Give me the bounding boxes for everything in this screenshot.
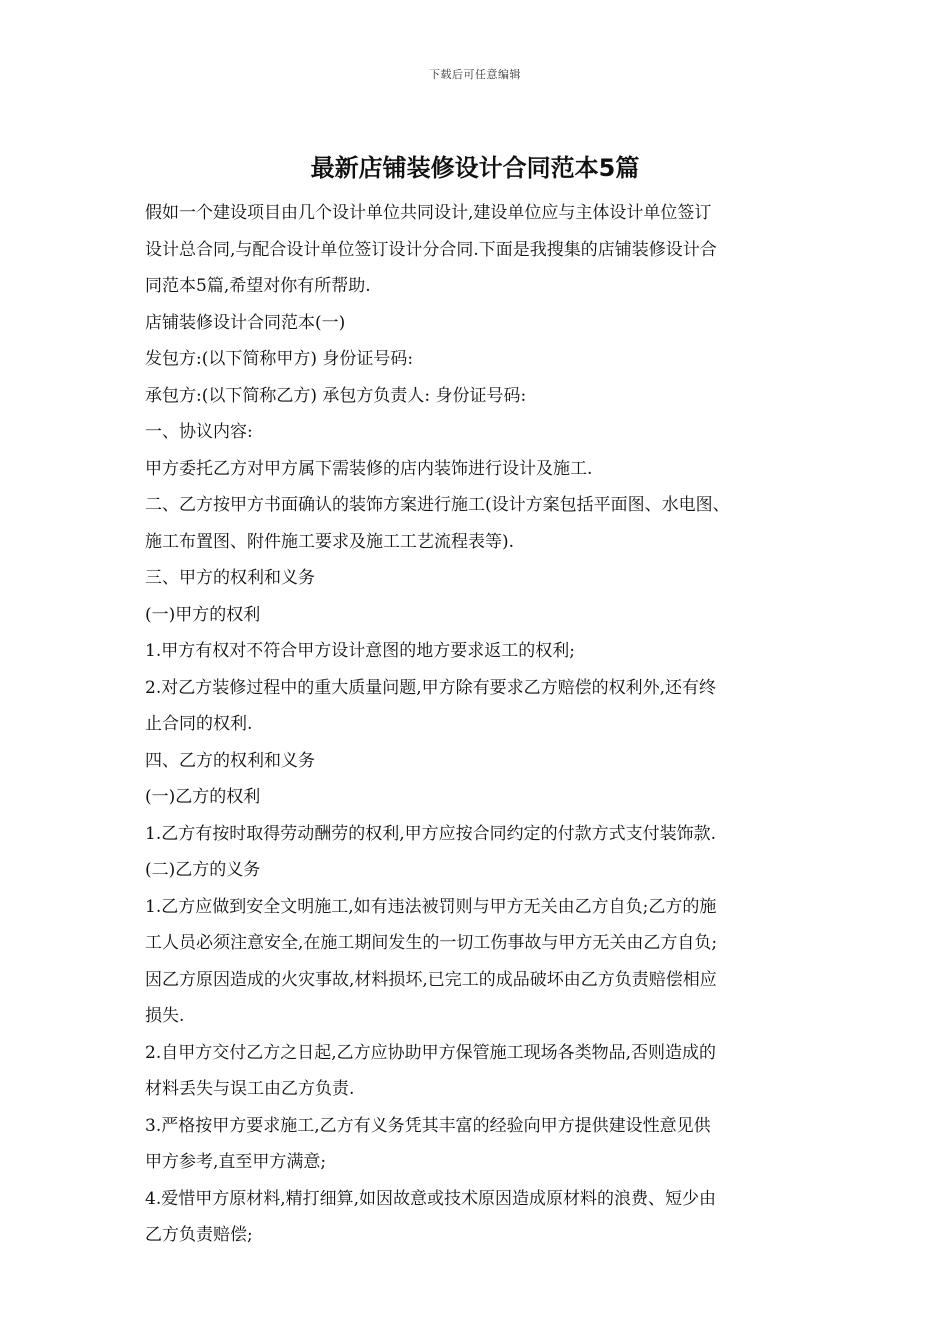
- paragraph-line: 乙方负责赔偿;: [145, 1225, 253, 1245]
- paragraph-line: 工人员必须注意安全,在施工期间发生的一切工伤事故与甲方无关由乙方自负;: [145, 933, 718, 953]
- clause-heading: 四、乙方的权利和义务: [145, 750, 315, 771]
- paragraph-line: 设计总合同,与配合设计单位签订设计分合同.下面是我搜集的店铺装修设计合: [145, 239, 717, 260]
- sub-clause-heading: (一)甲方的权利: [145, 604, 261, 625]
- list-item: 2.对乙方装修过程中的重大质量问题,甲方除有要求乙方赔偿的权利外,还有终: [145, 677, 717, 698]
- clause-heading: 三、甲方的权利和义务: [145, 568, 315, 588]
- paragraph-line: 甲方委托乙方对甲方属下需装修的店内装饰进行设计及施工.: [145, 458, 593, 479]
- clause-heading: 二、乙方按甲方书面确认的装饰方案进行施工(设计方案包括平面图、水电图、: [145, 495, 730, 515]
- paragraph-line: 同范本5篇,希望对你有所帮助.: [145, 276, 371, 296]
- paragraph-line: 甲方参考,直至甲方满意;: [145, 1152, 327, 1172]
- list-item: 4.爱惜甲方原材料,精打细算,如因故意或技术原因造成原材料的浪费、短少由: [145, 1188, 717, 1209]
- party-a-line: 发包方:(以下简称甲方) 身份证号码:: [145, 349, 414, 369]
- header-note: 下载后可任意编辑: [429, 68, 521, 81]
- list-item: 1.乙方应做到安全文明施工,如有违法被罚则与甲方无关由乙方自负;乙方的施: [145, 896, 717, 917]
- paragraph-line: 假如一个建设项目由几个设计单位共同设计,建设单位应与主体设计单位签订: [145, 203, 712, 223]
- sub-clause-heading: (一)乙方的权利: [145, 787, 261, 807]
- list-item: 1.甲方有权对不符合甲方设计意图的地方要求返工的权利;: [145, 641, 575, 661]
- sub-clause-heading: (二)乙方的义务: [145, 860, 261, 880]
- section-heading: 店铺装修设计合同范本(一): [145, 312, 346, 333]
- document-title: 最新店铺装修设计合同范本5篇: [310, 154, 640, 182]
- paragraph-line: 材料丢失与误工由乙方负责.: [145, 1079, 355, 1099]
- paragraph-line: 损失.: [145, 1006, 185, 1026]
- party-b-line: 承包方:(以下简称乙方) 承包方负责人: 身份证号码:: [145, 385, 527, 406]
- paragraph-line: 因乙方原因造成的火灾事故,材料损坏,已完工的成品破坏由乙方负责赔偿相应: [145, 969, 717, 990]
- list-item: 3.严格按甲方要求施工,乙方有义务凭其丰富的经验向甲方提供建设性意见供: [145, 1115, 711, 1136]
- paragraph-line: 止合同的权利.: [145, 714, 253, 734]
- document-body: [145, 195, 825, 1254]
- paragraph-line: 施工布置图、附件施工要求及施工工艺流程表等).: [145, 531, 515, 552]
- list-item: 2.自甲方交付乙方之日起,乙方应协助甲方保管施工现场各类物品,否则造成的: [145, 1042, 717, 1063]
- list-item: 1.乙方有按时取得劳动酬劳的权利,甲方应按合同约定的付款方式支付装饰款.: [145, 823, 717, 844]
- clause-heading: 一、协议内容:: [145, 422, 253, 442]
